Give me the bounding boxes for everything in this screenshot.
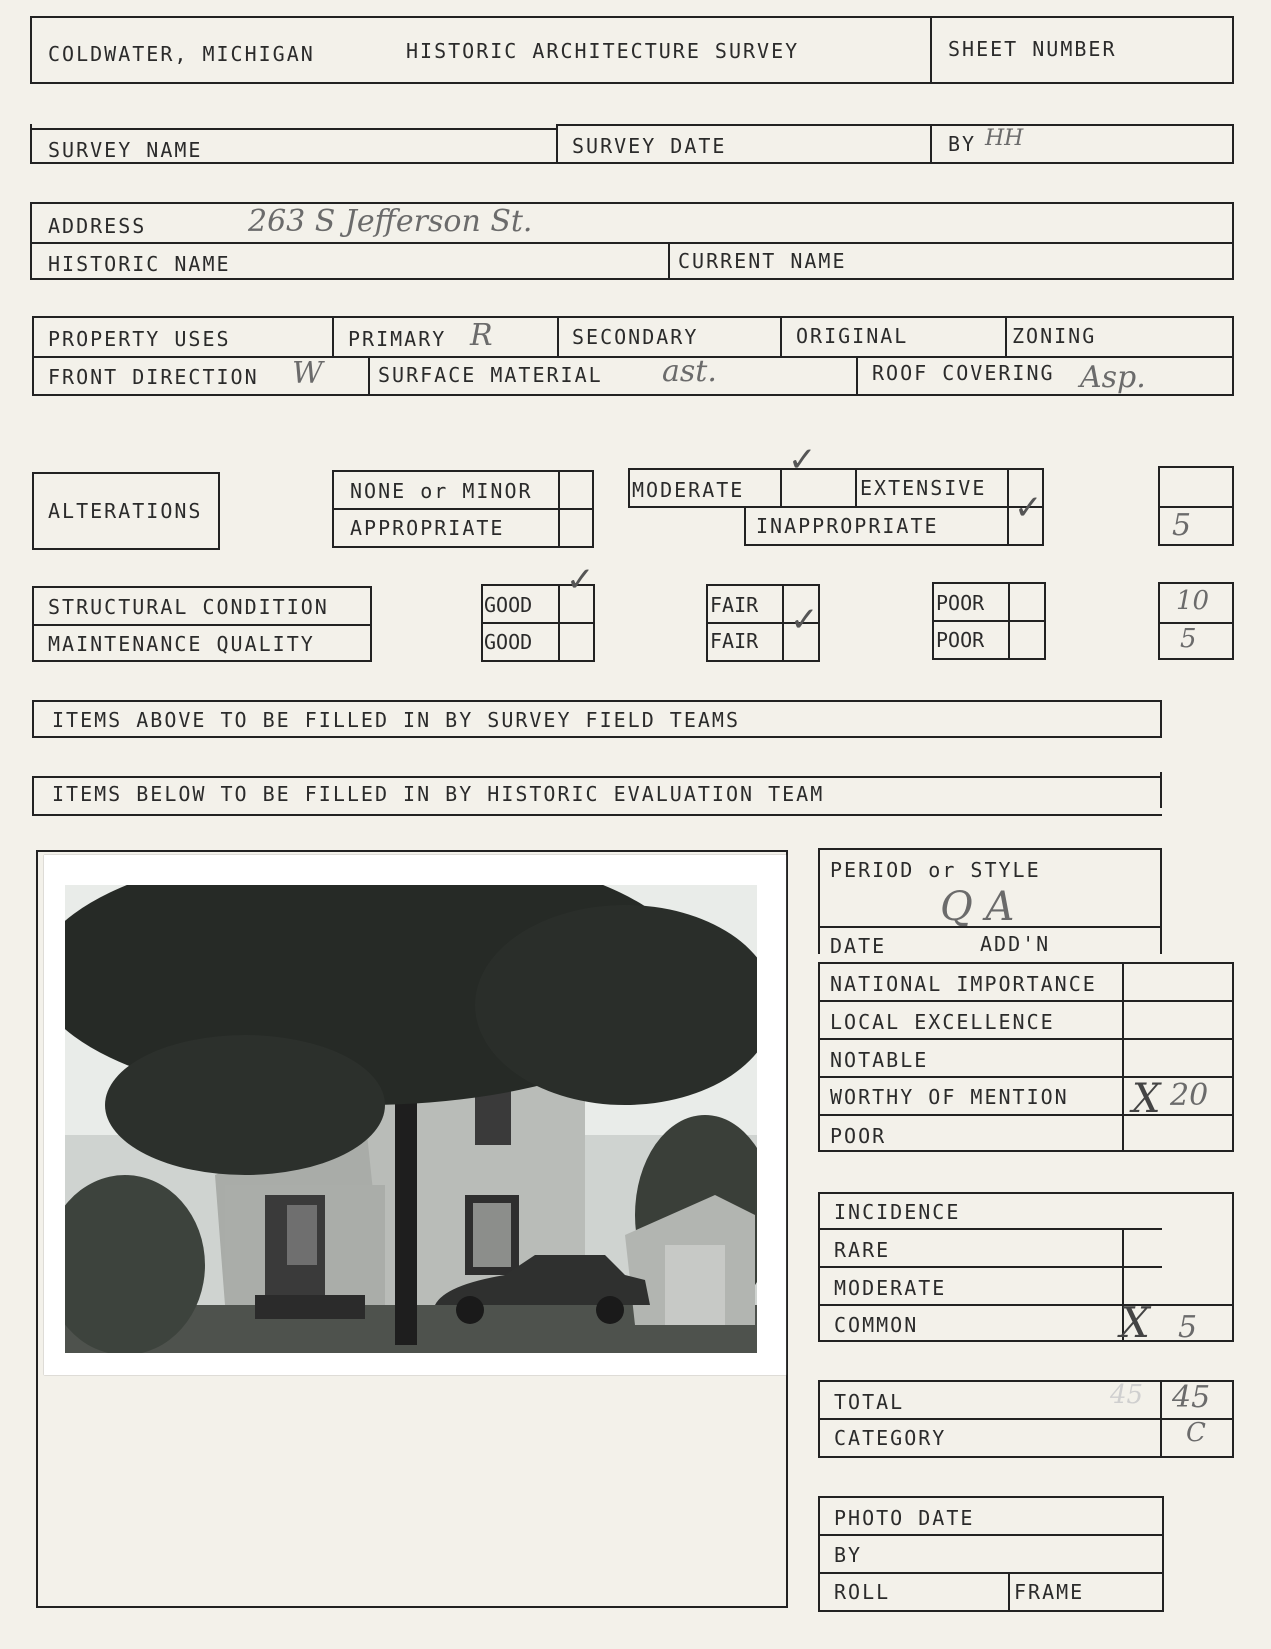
note-below: ITEMS BELOW TO BE FILLED IN BY HISTORIC EVALUATION TEAM	[52, 782, 825, 806]
common-mark: X	[1120, 1298, 1150, 1347]
good-maintenance: GOOD	[484, 630, 533, 654]
extensive-div	[855, 468, 857, 508]
zoning-label: ZONING	[1012, 324, 1097, 348]
structural-label: STRUCTURAL CONDITION	[48, 595, 329, 619]
address-mid-line	[30, 242, 1234, 244]
original-label: ORIGINAL	[796, 324, 909, 348]
imp-line-1	[818, 1000, 1234, 1002]
common-label: COMMON	[834, 1313, 919, 1337]
structural-score: 10	[1176, 586, 1210, 616]
house-photo	[44, 855, 786, 1375]
total-value: 45	[1172, 1380, 1211, 1415]
maintenance-score: 5	[1180, 624, 1197, 654]
prop-div-3	[780, 316, 782, 356]
worthy-label: WORTHY OF MENTION	[830, 1085, 1069, 1109]
photo-by-label: BY	[834, 1543, 863, 1567]
cond-mid	[32, 624, 372, 626]
historic-name-label: HISTORIC NAME	[48, 252, 231, 276]
appropriate-label: APPROPRIATE	[350, 516, 505, 540]
importance-mark-div	[1122, 962, 1124, 1152]
alt-score-mid	[1158, 506, 1234, 508]
surface-material-label: SURFACE MATERIAL	[378, 363, 603, 387]
poor-mid	[932, 620, 1046, 622]
address-divider	[668, 242, 670, 280]
prop-div-6	[856, 356, 858, 396]
roll-label: ROLL	[834, 1580, 891, 1604]
note-below-right	[1160, 772, 1162, 808]
notable-label: NOTABLE	[830, 1048, 929, 1072]
header-divider	[930, 16, 932, 84]
fair-structural: FAIR	[710, 593, 759, 617]
inc-line-1	[818, 1228, 1162, 1230]
front-direction-value: W	[292, 356, 323, 391]
total-faint: 45	[1110, 1380, 1144, 1410]
prop-div-4	[1005, 316, 1007, 356]
inappropriate-check: ✓	[1014, 488, 1043, 528]
inappropriate-label: INAPPROPRIATE	[756, 514, 939, 538]
worthy-mark: X	[1132, 1076, 1161, 1122]
poor-check-div	[1008, 582, 1010, 660]
moderate-check-div	[780, 468, 782, 508]
inc-line-3	[818, 1304, 1234, 1306]
prop-div-1	[332, 316, 334, 356]
photo-line-1	[818, 1534, 1164, 1536]
property-uses-label: PROPERTY USES	[48, 327, 231, 351]
poor-structural: POOR	[936, 591, 985, 615]
extensive-label: EXTENSIVE	[860, 476, 987, 500]
category-label: CATEGORY	[834, 1426, 947, 1450]
none-minor-label: NONE or MINOR	[350, 479, 533, 503]
photo-line-2	[818, 1572, 1164, 1574]
survey-divider-2	[930, 124, 932, 164]
imp-line-4	[818, 1114, 1234, 1116]
header-city: COLDWATER, MICHIGAN	[48, 42, 315, 66]
alt-left-check-div	[558, 470, 560, 548]
eval-line-date	[818, 926, 1162, 928]
current-name-label: CURRENT NAME	[678, 249, 847, 273]
address-value: 263 S Jefferson St.	[248, 204, 533, 239]
address-label: ADDRESS	[48, 214, 147, 238]
alt-left-mid	[332, 508, 594, 510]
survey-by-value: HH	[985, 126, 1024, 151]
local-excellence-label: LOCAL EXCELLENCE	[830, 1010, 1055, 1034]
prop-div-5	[368, 356, 370, 396]
moderate-label: MODERATE	[632, 478, 745, 502]
incidence-label: INCIDENCE	[834, 1200, 961, 1224]
category-value: C	[1186, 1418, 1206, 1448]
roof-covering-value: Asp.	[1080, 360, 1146, 395]
note-above: ITEMS ABOVE TO BE FILLED IN BY SURVEY FIELD TEAMS	[52, 708, 741, 732]
header-title: HISTORIC ARCHITECTURE SURVEY	[406, 39, 800, 63]
good-check-div	[558, 584, 560, 662]
secondary-label: SECONDARY	[572, 325, 699, 349]
maintenance-label: MAINTENANCE QUALITY	[48, 632, 315, 656]
fair-maintenance-check: ✓	[790, 600, 819, 640]
primary-label: PRIMARY	[348, 327, 447, 351]
date-label: DATE	[830, 934, 887, 958]
primary-value: R	[470, 318, 493, 353]
survey-right	[1232, 124, 1234, 164]
front-direction-label: FRONT DIRECTION	[48, 365, 259, 389]
photo-roll-div	[1008, 1572, 1010, 1612]
survey-top-line	[30, 128, 558, 130]
survey-by-label: BY	[948, 132, 977, 156]
totals-mid	[818, 1418, 1234, 1420]
good-mid	[481, 622, 595, 624]
sheet-number-label: SHEET NUMBER	[948, 37, 1117, 61]
survey-top-line-2	[556, 124, 1234, 126]
rare-label: RARE	[834, 1238, 891, 1262]
common-score: 5	[1178, 1310, 1198, 1345]
house-photo-image	[65, 885, 757, 1353]
national-importance-label: NATIONAL IMPORTANCE	[830, 972, 1097, 996]
survey-date-label: SURVEY DATE	[572, 134, 727, 158]
moderate-check: ✓	[788, 440, 817, 480]
totals-div	[1160, 1380, 1162, 1458]
period-style-value: Q A	[940, 884, 1015, 930]
poor-eval-label: POOR	[830, 1124, 887, 1148]
frame-label: FRAME	[1014, 1580, 1085, 1604]
inc-line-2	[818, 1266, 1162, 1268]
alterations-label: ALTERATIONS	[48, 499, 203, 523]
prop-div-2	[557, 316, 559, 356]
date-value: ADD'N	[980, 932, 1051, 956]
roof-covering-label: ROOF COVERING	[872, 361, 1055, 385]
total-label: TOTAL	[834, 1390, 905, 1414]
good-structural-check: ✓	[566, 560, 595, 600]
good-structural: GOOD	[484, 593, 533, 617]
alterations-score: 5	[1172, 508, 1192, 543]
survey-name-label: SURVEY NAME	[48, 138, 203, 162]
photo-date-label: PHOTO DATE	[834, 1506, 975, 1530]
imp-line-2	[818, 1038, 1234, 1040]
fair-maintenance: FAIR	[710, 629, 759, 653]
surface-material-value: ast.	[662, 354, 717, 389]
period-style-label: PERIOD or STYLE	[830, 858, 1041, 882]
fair-check-div	[782, 584, 784, 662]
poor-maintenance: POOR	[936, 628, 985, 652]
worthy-score: 20	[1170, 1078, 1209, 1113]
property-mid-line	[32, 356, 1234, 358]
moderate-incidence-label: MODERATE	[834, 1276, 947, 1300]
survey-divider-1	[556, 124, 558, 164]
